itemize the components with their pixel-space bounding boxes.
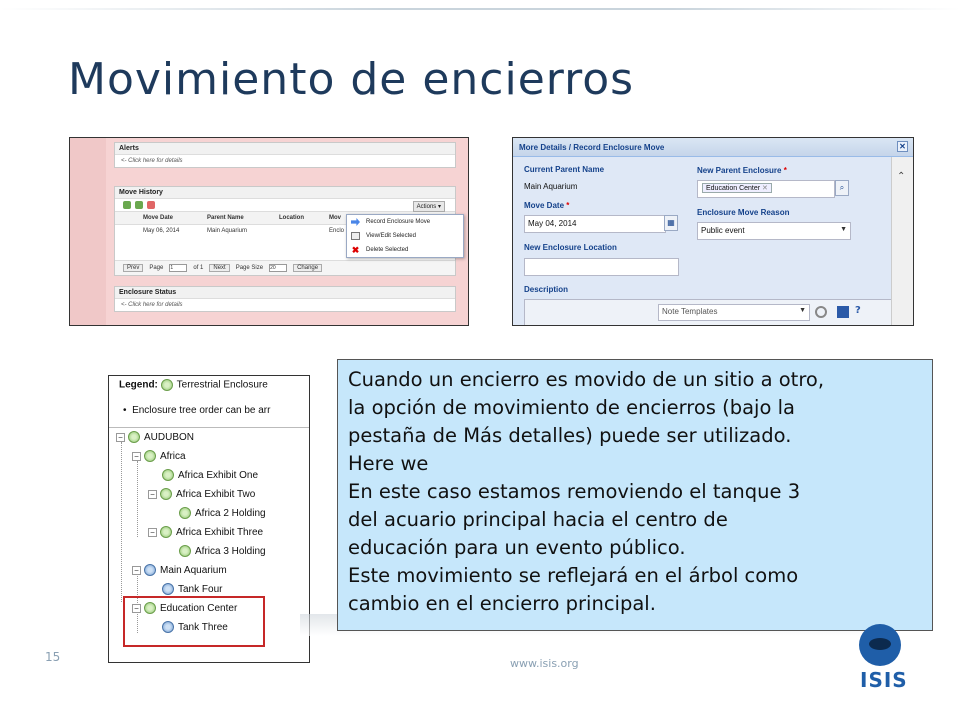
move-reason-label: Enclosure Move Reason: [697, 208, 790, 217]
add-icon[interactable]: [123, 201, 131, 209]
cell-location: [279, 228, 329, 234]
form-header: More Details / Record Enclosure Move ✕: [513, 138, 913, 157]
col-move-date: Move Date: [143, 215, 174, 221]
col-move: Mov: [329, 215, 341, 221]
callout-line: Cuando un encierro es movido de un sitio a otro,: [348, 368, 825, 391]
status-title: Enclosure Status: [115, 287, 455, 299]
tree-node-africa-exhibit-two[interactable]: − Africa Exhibit Two: [148, 488, 255, 500]
search-icon[interactable]: ⌕: [835, 180, 849, 196]
change-button[interactable]: Change: [293, 264, 322, 272]
callout-line: del acuario principal hacia el centro de: [348, 508, 728, 531]
new-location-label: New Enclosure Location: [524, 243, 617, 252]
menu-item-delete[interactable]: ✖ Delete Selected: [351, 245, 409, 255]
aquatic-enclosure-icon: [144, 564, 156, 576]
alerts-hint[interactable]: <- Click here for details: [121, 158, 183, 164]
cell-move: Enclo: [329, 228, 345, 234]
delete-icon: ✖: [351, 245, 360, 255]
save-icon[interactable]: [837, 306, 849, 318]
move-history-title: Move History: [115, 187, 455, 199]
cell-move-date: May 06, 2014: [143, 228, 180, 234]
aquatic-enclosure-icon: [162, 583, 174, 595]
next-button[interactable]: Next: [209, 264, 229, 272]
chevron-up-icon[interactable]: ⌃: [897, 171, 906, 182]
pager: [115, 260, 455, 275]
collapse-icon: −: [148, 490, 157, 499]
callout-line: En este caso estamos removiendo el tanque 3: [348, 480, 801, 503]
new-parent-chip[interactable]: Education Center ✕: [702, 183, 772, 193]
collapse-icon: −: [132, 452, 141, 461]
tree-node-tank-three[interactable]: Tank Three: [162, 621, 228, 633]
menu-item-view-edit[interactable]: View/Edit Selected: [347, 229, 463, 243]
tree-line: [137, 461, 138, 537]
chevron-down-icon: ▼: [799, 307, 806, 314]
menu-item-record-move[interactable]: Record Enclosure Move: [347, 215, 463, 229]
of-label: of 1: [193, 265, 204, 271]
page-number: 15: [45, 650, 61, 664]
close-icon[interactable]: ✕: [897, 141, 908, 152]
collapse-icon: −: [132, 566, 141, 575]
collapse-icon: −: [132, 604, 141, 613]
isis-logo: [851, 618, 911, 698]
export-icon[interactable]: [147, 201, 155, 209]
actions-button[interactable]: Actions ▾: [413, 201, 445, 212]
alerts-title: Alerts: [115, 143, 455, 155]
tree-order-note: • Enclosure tree order can be arr: [123, 405, 271, 416]
prev-button[interactable]: Prev: [123, 264, 143, 272]
footer-url[interactable]: www.isis.org: [510, 657, 579, 670]
move-reason-select[interactable]: Public event ▼: [697, 222, 851, 240]
description-label: Description: [524, 285, 569, 294]
gear-icon[interactable]: [815, 306, 827, 318]
top-divider: [0, 8, 960, 10]
actions-context-menu: [346, 214, 464, 258]
enclosure-icon: [160, 526, 172, 538]
col-parent-name: Parent Name: [207, 215, 244, 221]
status-hint[interactable]: <- Click here for details: [121, 302, 183, 308]
page-input[interactable]: 1: [169, 264, 187, 272]
enclosure-icon: [128, 431, 140, 443]
tree-node-main-aquarium[interactable]: − Main Aquarium: [132, 564, 227, 576]
globe-fish-icon: [859, 624, 901, 666]
tree-node-audubon[interactable]: − AUDUBON: [116, 431, 194, 443]
enclosure-icon: [179, 507, 191, 519]
tree-divider: [109, 427, 310, 428]
enclosure-icon: [144, 450, 156, 462]
page-label: Page: [149, 265, 164, 271]
callout-line: cambio en el encierro principal.: [348, 592, 656, 615]
edit-icon: [351, 232, 360, 240]
tree-line: [121, 442, 122, 602]
move-date-field[interactable]: May 04, 2014: [524, 215, 666, 233]
highlight-box: [123, 596, 265, 647]
tree-node-africa-3-holding[interactable]: Africa 3 Holding: [179, 545, 266, 557]
enclosure-icon: [162, 469, 174, 481]
move-history-screenshot: [69, 137, 469, 326]
page-size-input[interactable]: 20: [269, 264, 287, 272]
new-parent-field[interactable]: [697, 180, 835, 198]
collapse-icon: −: [116, 433, 125, 442]
move-date-label: Move Date *: [524, 201, 570, 210]
tree-node-africa-exhibit-three[interactable]: − Africa Exhibit Three: [148, 526, 263, 538]
logo-text: ISIS: [860, 668, 908, 692]
description-toolbar: [524, 299, 894, 326]
enclosure-icon: [160, 488, 172, 500]
form-body: [513, 157, 893, 326]
callout-line: la opción de movimiento de encierros (bajo la: [348, 396, 795, 419]
form-scrollbar[interactable]: [891, 157, 913, 326]
alerts-panel: [114, 142, 456, 168]
tree-node-africa-exhibit-one[interactable]: Africa Exhibit One: [162, 469, 258, 481]
move-history-toolbar: [115, 199, 455, 212]
record-move-form-screenshot: [512, 137, 914, 326]
slide-title: Movimiento de encierros: [68, 54, 635, 105]
callout-line: Este movimiento se reflejará en el árbol como: [348, 564, 799, 587]
tree-node-education-center[interactable]: − Education Center: [132, 602, 237, 614]
enclosure-icon: [179, 545, 191, 557]
explanation-callout: [337, 359, 933, 631]
current-parent-value: Main Aquarium: [524, 182, 578, 191]
col-location: Location: [279, 215, 304, 221]
cell-parent-name: Main Aquarium: [207, 228, 248, 234]
refresh-icon[interactable]: [135, 201, 143, 209]
new-parent-label: New Parent Enclosure *: [697, 166, 787, 175]
legend: Legend: Terrestrial Enclosure: [119, 379, 268, 391]
page-size-label: Page Size: [235, 265, 264, 271]
current-parent-label: Current Parent Name: [524, 165, 605, 174]
note-templates-select[interactable]: Note Templates ▼: [658, 304, 810, 321]
collapse-icon: −: [148, 528, 157, 537]
enclosure-status-panel: [114, 286, 456, 312]
callout-line: Here we: [348, 452, 429, 475]
new-location-field[interactable]: [524, 258, 679, 276]
chevron-down-icon: ▼: [840, 226, 847, 233]
callout-line: pestaña de Más detalles) puede ser utilizado.: [348, 424, 792, 447]
help-icon[interactable]: ?: [855, 305, 861, 316]
tree-node-africa-2-holding[interactable]: Africa 2 Holding: [179, 507, 266, 519]
terrestrial-enclosure-icon: [161, 379, 173, 391]
calendar-icon[interactable]: ▦: [664, 215, 678, 231]
callout-line: educación para un evento público.: [348, 536, 686, 559]
tree-node-tank-four[interactable]: Tank Four: [162, 583, 222, 595]
left-sidebar: [70, 138, 106, 326]
tree-node-africa[interactable]: − Africa: [132, 450, 186, 462]
arrow-right-icon: [351, 218, 360, 226]
